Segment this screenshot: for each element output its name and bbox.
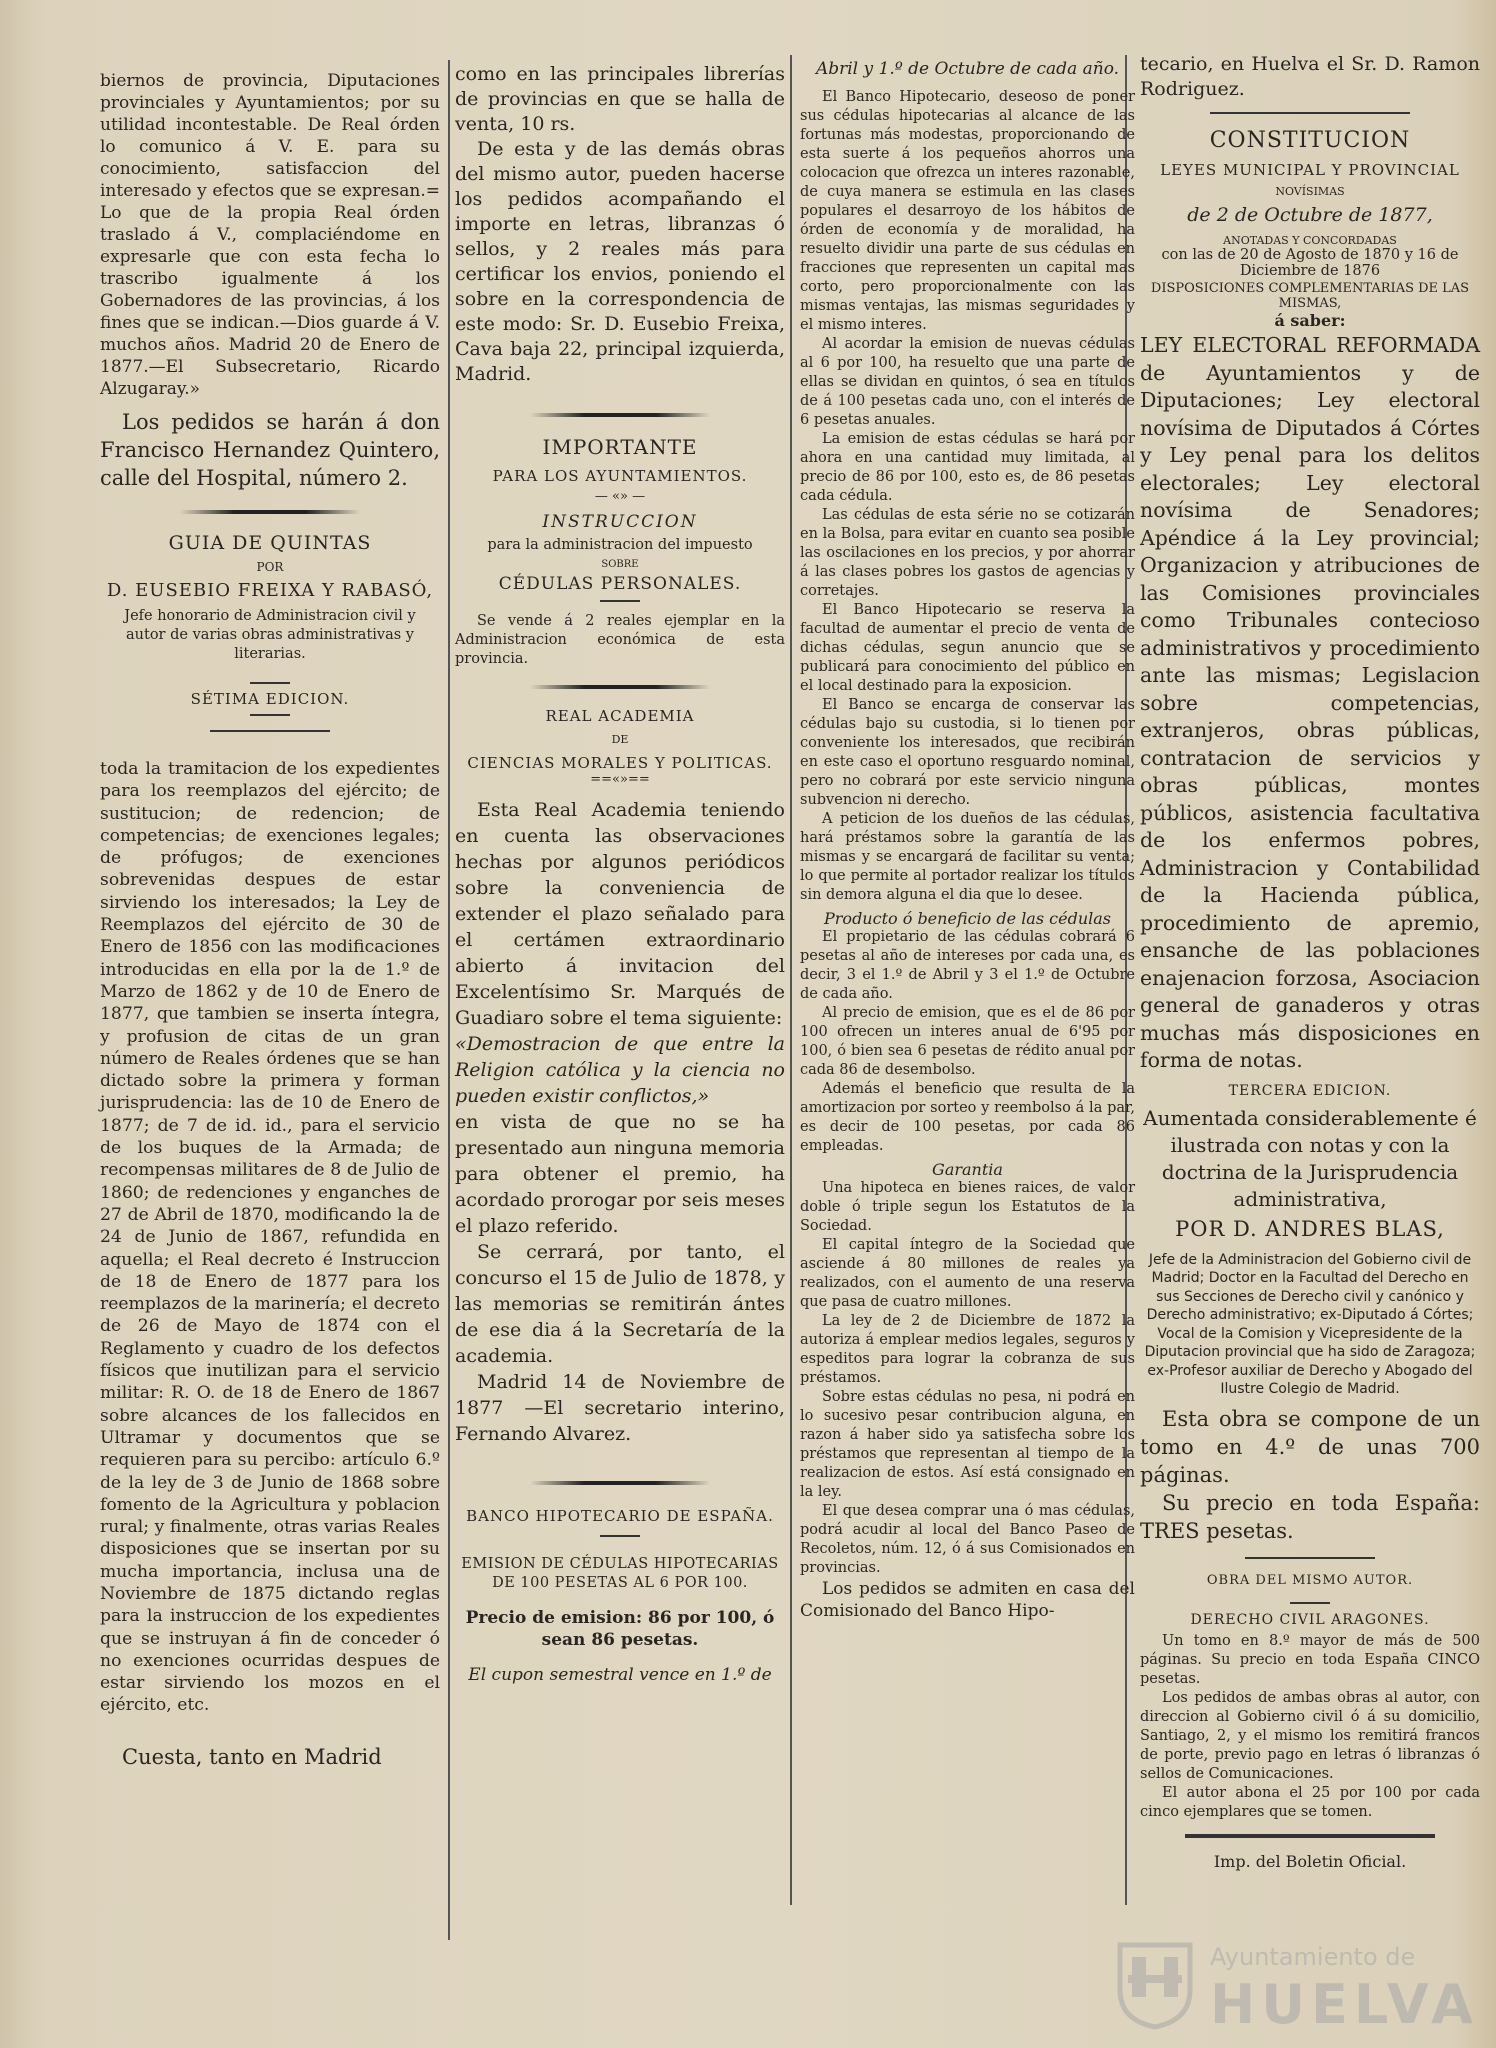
text: de 2 de Octubre de 1877, (1187, 204, 1433, 226)
author-desc: Jefe de la Administracion del Gobierno civil de Madrid; Doctor en la Facultad del Derecho en sus Secciones de Derecho civil y canónico y Derecho administrativo; ex-Diputado á Córtes; Vocal de la Comision y Vicepresidente de la Diputacion provincial que ha sido de Zaragoza; ex-Profesor auxiliar de Derecho y Abogado del Ilustre Colegio de Madrid. (1144, 1251, 1476, 1397)
column-3 (800, 58, 1135, 1622)
paragraph: Esta obra se compone de un tomo en 4.º de unas 700 páginas. (1140, 1406, 1480, 1487)
text: DISPOSICIONES COMPLEMENTARIAS DE LAS MISMAS, (1150, 281, 1470, 311)
heading: INSTRUCCION (542, 512, 698, 532)
watermark-text: Ayuntamiento de (1210, 1943, 1416, 1971)
column-divider (790, 55, 792, 1905)
watermark-text: HUELVA (1210, 1973, 1479, 2036)
text: SOBRE (601, 559, 639, 570)
text: á saber: (1274, 311, 1346, 330)
paragraph: Un tomo en 8.º mayor de más de 500 páginas. Su precio en toda España CINCO pesetas. (1140, 1632, 1480, 1687)
text: con las de 20 de Agosto de 1870 y 16 de Diciembre de 1876 (1161, 247, 1459, 279)
author: D. EUSEBIO FREIXA Y RABASÓ, (106, 580, 434, 601)
paragraph: Su precio en toda España: TRES pesetas. (1140, 1490, 1480, 1543)
paragraph: Los pedidos de ambas obras al autor, con direccion al Gobierno civil ó á su domicilio, Santiago, 2, y el mismo los remitirá francos de porte, previo pago en letras ó libranzas ó sellos de Comunicaciones. (1140, 1689, 1480, 1782)
paragraph: El Banco Hipotecario se reserva la facultad de aumentar el precio de venta de dichas cédulas, segun anuncio que se publicará para conocimiento del público en el local destinado para la exposicion. (800, 602, 1135, 694)
text: para la administracion del impuesto (487, 537, 753, 553)
rule (600, 1535, 640, 1537)
text: DE (611, 733, 629, 746)
paragraph: biernos de provincia, Diputaciones provinciales y Ayuntamientos; por su utilidad incontestable. De Real órden lo comunico á V. E. para su conocimiento, satisfaccion del interesado y efectos que se expresan.= Lo que de la propia Real órden traslado á V., complaciéndome en expresarle que con esta fecha lo trascribo igualmente á los Gobernadores de las provincias, á los fines que se indican.—Dios guarde á V. muchos años. Madrid 20 de Enero de 1877.—El Subsecretario, Ricardo Alzugaray.» (100, 71, 440, 399)
column-divider (448, 60, 450, 1940)
paragraph: El autor abona el 25 por 100 por cada cinco ejemplares que se tomen. (1140, 1784, 1480, 1820)
paragraph: Esta Real Academia teniendo en cuenta las observaciones hechas por algunos periódicos sobre la conveniencia de extender el plazo señalado para el certámen extraordinario abierto á invitacion del Excelentísimo Sr. Marqués de Guadiaro sobre el tema siguiente: (455, 799, 785, 1029)
paragraph: La ley de 2 de Diciembre de 1872 la autoriza á emplear medios legales, seguros y espeditos para lograr la cobranza de sus préstamos. (800, 1313, 1135, 1386)
paragraph: Madrid 14 de Noviembre de 1877 —El secretario interino, Fernando Alvarez. (455, 1371, 785, 1445)
paragraph: en vista de que no se ha presentado aun ninguna memoria para obtener el premio, ha acordado prorogar por seis meses el plazo referido. (455, 1111, 785, 1237)
paragraph: El que desea comprar una ó mas cédulas, podrá acudir al local del Banco Paseo de Recoletos, núm. 12, ó á sus Comisionados en provincias. (800, 1503, 1135, 1576)
text: EMISION DE CÉDULAS HIPOTECARIAS DE 100 PESETAS AL 6 POR 100. (461, 1556, 779, 1591)
rule (600, 600, 640, 602)
author: POR D. ANDRES BLAS, (1175, 1216, 1445, 1241)
heading: CÉDULAS PERSONALES. (498, 574, 742, 594)
heading: CIENCIAS MORALES Y POLITICAS. (467, 754, 773, 772)
text: POR (256, 560, 284, 574)
edition: TERCERA EDICION. (1228, 1082, 1392, 1099)
heading: OBRA DEL MISMO AUTOR. (1206, 1572, 1414, 1588)
ornament: ==«»== (590, 772, 650, 787)
paragraph: Cuesta, tanto en Madrid (122, 1744, 382, 1769)
heading: DERECHO CIVIL ARAGONES. (1190, 1611, 1430, 1628)
rule (1185, 1834, 1435, 1838)
ornament: — «» — (594, 489, 646, 504)
author-desc: Jefe honorario de Administracion civil y autor de varias obras administrativas y literarias. (124, 608, 416, 662)
heading: CONSTITUCION (1209, 128, 1411, 153)
ornament-rule (530, 1481, 710, 1485)
paragraph: como en las principales librerías de provincias en que se halla de venta, 10 rs. (455, 63, 785, 135)
price: Precio de emision: 86 por 100, ó sean 86 pesetas. (465, 1608, 775, 1650)
text: El cupon semestral vence en 1.º de (468, 1665, 772, 1685)
quote: «Demostracion de que entre la Religion católica y la ciencia no pueden existir conflictos,» (455, 1033, 785, 1107)
paragraph: Una hipoteca en bienes raices, de valor doble ó triple segun los Estatutos de la Sociedad. (800, 1180, 1135, 1234)
paragraph: LEY ELECTORAL REFORMADA de Ayuntamientos y de Diputaciones; Ley electoral novísima de Diputados á Córtes y Ley penal para los delitos electorales; Ley electoral novísima de Senadores; Apéndice á la Ley provincial; Organizacion y atribuciones de las Comisiones provinciales como Tribunales contecioso administrativos y procedimiento ante las mismas; Legislacion sobre competencias, extranjeros, obras públicas, contratacion de servicios y obras públicas, montes públicos, asistencia facultativa de los enfermos pobres, Administracion y Contabilidad de la Hacienda pública, procedimiento de apremio, ensanche de las poblaciones enajenacion forzosa, Asociacion general de ganaderos y otras muchas más disposiciones en forma de notas. (1140, 333, 1480, 1072)
heading: REAL ACADEMIA (545, 707, 695, 725)
rule (250, 714, 290, 716)
paragraph: De esta y de las demás obras del mismo autor, pueden hacerse los pedidos acompañando el importe en letras, libranzas ó sellos, y 2 reales más para certificar los envios, poniendo el sobre en la correspondencia de este modo: Sr. D. Eusebio Freixa, Cava baja 22, principal izquierda, Madrid. (455, 138, 785, 385)
paragraph: La emision de estas cédulas se hará por ahora en una cantidad muy limitada, al precio de 86 por 100, esto es, de 86 pesetas cada cédula. (800, 431, 1135, 504)
paragraph: El propietario de las cédulas cobrará 6 pesetas al año de intereses por cada una, es decir, 3 el 1.º de Abril y 3 el 1.º de Octubre de cada año. (800, 929, 1135, 1002)
paragraph: Aumentada considerablemente é ilustrada con notas y con la doctrina de la Jurisprudencia administrativa, (1143, 1105, 1477, 1211)
text: NOVÍSIMAS (1275, 185, 1345, 198)
paragraph: El capital íntegro de la Sociedad que asciende á 80 millones de reales ya realizados, con el aumento de una reserva que pasa de cuatro millones. (800, 1237, 1135, 1310)
paragraph: Sobre estas cédulas no pesa, ni podrá en lo sucesivo pesar contribucion alguna, en razon á haber sido ya satisfecha sobre los préstamos que representan al tiempo de la realizacion de estos. Así está consignado en la ley. (800, 1389, 1135, 1500)
subheading: LEYES MUNICIPAL Y PROVINCIAL (1160, 161, 1460, 179)
heading: GUIA DE QUINTAS (168, 532, 372, 554)
paragraph: El Banco Hipotecario, deseoso de poner sus cédulas hipotecarias al alcance de las fortunas más modestas, proporcionando de esta suerte á los pequeños ahorros una colocacion que ofrezca un interes razonable, de cuya manera se estimula en las clases populares el desarroyo de los hábitos de órden de economía y de moralidad, ha resuelto dividir una parte de sus cédulas en fracciones que representen un capital mas corto, pero proporcionalmente con las mismas ventajas, las mismas seguridades y el mismo interes. (800, 89, 1135, 333)
paragraph: Además el beneficio que resulta de la amortizacion por sorteo y reembolso á la par, es decir de 100 pesetas, por cada 86 empleadas. (800, 1081, 1135, 1154)
column-1 (100, 70, 440, 1771)
subheading: Producto ó beneficio de las cédulas (824, 909, 1111, 928)
paragraph: Los pedidos se harán á don Francisco Hernandez Quintero, calle del Hospital, número 2. (100, 410, 440, 490)
subheading: Garantia (932, 1160, 1003, 1179)
rule (1245, 1557, 1375, 1559)
ornament-rule (530, 685, 710, 689)
paragraph: A peticion de los dueños de las cédulas, hará préstamos sobre la garantía de las mismas y se encargará de facilitar su venta; lo que permite al portador realizar los títulos sin demora alguna el dia que lo desee. (800, 811, 1135, 903)
paragraph: Los pedidos se admiten en casa del Comisionado del Banco Hipo- (800, 1579, 1135, 1621)
subheading: PARA LOS AYUNTAMIENTOS. (492, 467, 748, 485)
paragraph: Se cerrará, por tanto, el concurso el 15 de Julio de 1878, y las memorias se remitirán ántes de ese dia á la Secretaría de la academia. (455, 1241, 785, 1367)
text: Abril y 1.º de Octubre de cada año. (815, 59, 1120, 79)
rule (250, 682, 290, 684)
rule (1210, 112, 1410, 114)
heading: BANCO HIPOTECARIO DE ESPAÑA. (466, 1507, 774, 1525)
edition: SÉTIMA EDICION. (190, 690, 350, 708)
paragraph: toda la tramitacion de los expedientes para los reemplazos del ejército; de sustitucion; de redencion; de competencias; de exenciones legales; de prófugos; de exenciones sobrevenidas despues de estar sirviendo los interesados; la Ley de Reemplazos del ejército de 30 de Enero de 1856 con las modificaciones introducidas en ella por la de 1.º de Marzo de 1862 y de 10 de Enero de 1877, que tambien se inserta íntegra, y profusion de citas de un gran número de Reales órdenes que se han dictado sobre la primera y forman jurisprudencia: las de 10 de Enero de 1877; de 7 de id. id., para el servicio de los buques de la Armada; de recompensas militares de 8 de Julio de 1860; de redenciones y enganches de 27 de Abril de 1870, modificando la de 24 de Junio de 1867, refundida en aquella; el Real decreto é Instruccion de 18 de Enero de 1877 para los reemplazos de la marinería; el decreto de 26 de Mayo de 1874 con el Reglamento y cuadro de los defectos físicos que inutilizan para el servicio militar: R. O. de 18 de Enero de 1867 sobre alcances de los fallecidos en Ultramar y documentos que se requieren para su percibo: artículo 6.º de la ley de 3 de Junio de 1868 sobre fomento de la Agricultura y poblacion rural; y finalmente, otras varias Reales disposiciones que se insertan por su mucha importancia, inclusa una de Noviembre de 1875 dictando reglas para la instruccion de los expedientes que se instruyan á fin de conceder ó no exenciones ocurridas despues de estar sirviendo los mozos en el ejército, etc. (100, 759, 440, 1716)
column-4 (1140, 52, 1480, 1871)
paragraph: Se vende á 2 reales ejemplar en la Administracion económica de esta provincia. (455, 613, 785, 667)
ornament-rule (180, 510, 360, 514)
paragraph: Las cédulas de esta série no se cotizarán en la Bolsa, para evitar en cuanto sea posible las oscilaciones en los precios, y por ahorrar á las clases pobres los gastos de agencias y corretajes. (800, 507, 1135, 599)
paragraph: Al precio de emision, que es el de 86 por 100 ofrecen un interes anual de 6'95 por 100, ó bien sea 6 pesetas de rédito anual por cada 86 de desembolso. (800, 1005, 1135, 1078)
ornament-rule (530, 413, 710, 417)
column-2 (455, 62, 785, 1685)
printer-imprint: Imp. del Boletin Oficial. (1213, 1851, 1407, 1871)
paragraph: tecario, en Huelva el Sr. D. Ramon Rodriguez. (1140, 53, 1480, 100)
coat-of-arms-icon (1110, 1935, 1200, 2030)
paragraph: El Banco se encarga de conservar las cédulas bajo su custodia, si lo tienen por conveniente los interesados, que recibirán en este caso el oportuno resguardo nominal, pero no cobrará por este servicio ninguna subvencion ni derecho. (800, 697, 1135, 808)
heading: IMPORTANTE (542, 435, 698, 459)
archive-watermark (1110, 1935, 1480, 2035)
rule (210, 730, 330, 732)
rule (1290, 1602, 1330, 1604)
paragraph: Al acordar la emision de nuevas cédulas al 6 por 100, ha resuelto que una parte de ellas se dividan en quintos, ó sea en títulos de á 100 pesetas cada uno, con el interés de 6 pesetas anuales. (800, 336, 1135, 428)
text: ANOTADAS Y CONCORDADAS (1223, 234, 1397, 247)
